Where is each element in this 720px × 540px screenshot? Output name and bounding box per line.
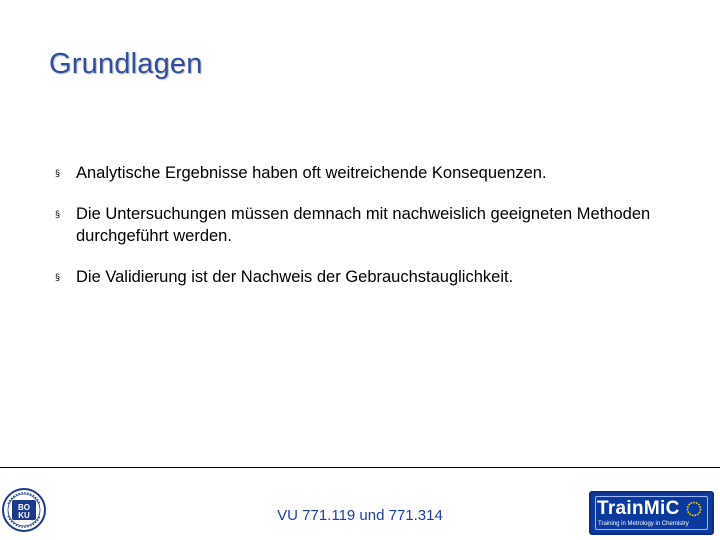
trainmic-logo-icon bbox=[589, 491, 714, 535]
footer-divider bbox=[0, 467, 720, 468]
bullet-text: Die Untersuchungen müssen demnach mit nachweislich geeigneten Methoden durchgeführt werden. bbox=[76, 205, 651, 245]
bullet-item bbox=[55, 162, 658, 184]
bullet-item bbox=[55, 203, 658, 247]
svg-text:KU: KU bbox=[18, 511, 30, 520]
trainmic-logo-name: TrainMiC bbox=[597, 498, 680, 519]
bullet-marker-icon: § bbox=[55, 209, 61, 219]
trainmic-logo-tagline: Training in Metrology in Chemistry bbox=[598, 521, 689, 527]
slide-title: Grundlagen bbox=[49, 48, 203, 80]
bullet-item bbox=[55, 266, 658, 288]
bullet-text: Die Validierung ist der Nachweis der Gebrauchstauglichkeit. bbox=[76, 268, 514, 286]
bullet-marker-icon: § bbox=[55, 168, 61, 178]
footer-course-code: VU 771.119 und 771.314 bbox=[277, 507, 443, 524]
bullet-text: Analytische Ergebnisse haben oft weitreichende Konsequenzen. bbox=[76, 164, 547, 182]
svg-text:BO: BO bbox=[18, 503, 30, 512]
eu-stars-icon bbox=[686, 501, 702, 517]
bullet-list bbox=[55, 162, 658, 307]
bullet-marker-icon: § bbox=[55, 272, 61, 282]
